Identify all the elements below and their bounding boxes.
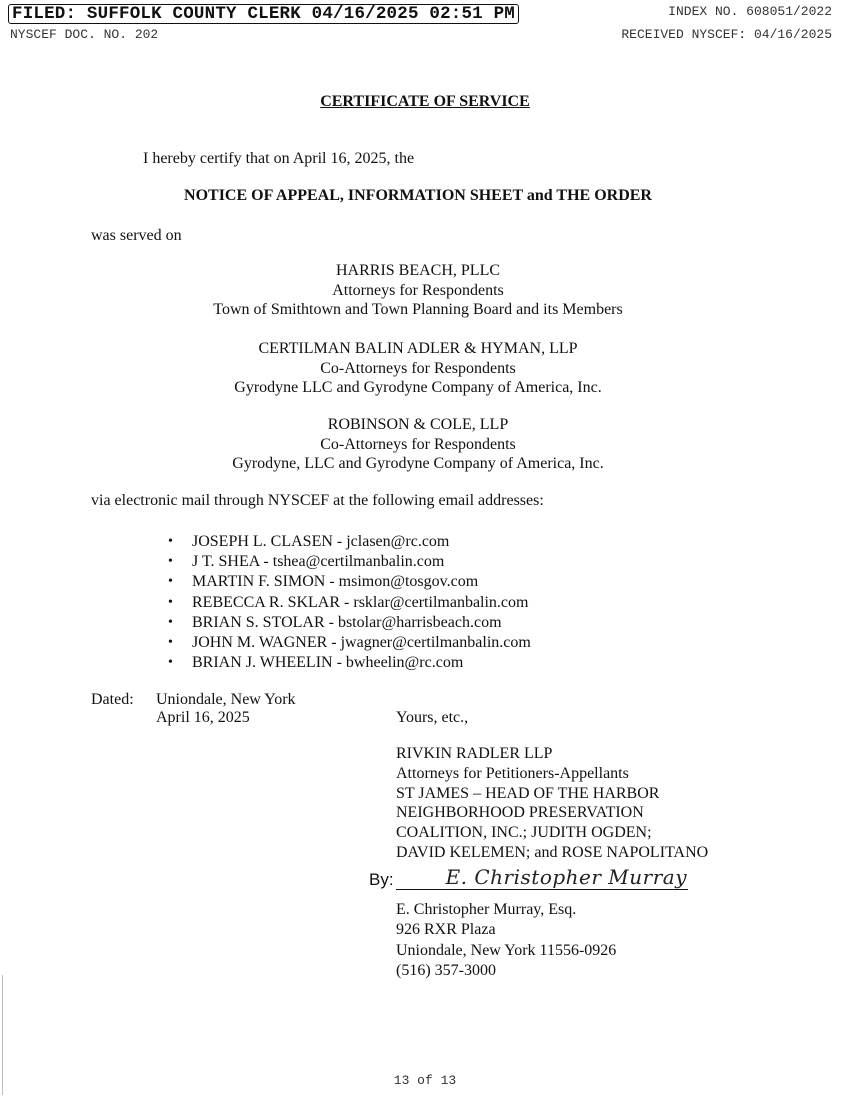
recipient-firm: CERTILMAN BALIN ADLER & HYMAN, LLP (258, 340, 578, 357)
recipient-block (0, 415, 836, 474)
list-item (168, 552, 531, 572)
email-entry: BRIAN S. STOLAR - bstolar@harrisbeach.com (192, 613, 502, 631)
received-date: RECEIVED NYSCEF: 04/16/2025 (621, 27, 832, 42)
served-documents: NOTICE OF APPEAL, INFORMATION SHEET and THE ORDER (184, 187, 652, 204)
recipient-firm: ROBINSON & COLE, LLP (327, 416, 509, 433)
certify-statement: I hereby certify that on April 16, 2025, the (143, 150, 415, 167)
served-on-text: was served on (91, 227, 182, 244)
filed-stamp: FILED: SUFFOLK COUNTY CLERK 04/16/2025 02:51 PM (8, 4, 519, 24)
list-item (168, 593, 531, 613)
email-entry: J T. SHEA - tshea@certilmanbalin.com (192, 553, 445, 571)
bullet-icon: • (168, 554, 173, 570)
page-number: 13 of 13 (393, 1073, 457, 1088)
bullet-icon: • (168, 594, 173, 610)
email-entry: JOHN M. WAGNER - jwagner@certilmanbalin.com (192, 634, 531, 652)
signature: E. Christopher Murray (445, 865, 687, 889)
recipient-block (0, 261, 836, 320)
bullet-icon: • (168, 614, 173, 630)
email-list (168, 532, 531, 673)
recipient-role: Co-Attorneys for Respondents (320, 435, 516, 453)
nyscef-doc-number: NYSCEF DOC. NO. 202 (10, 27, 159, 42)
signer-firm-name: RIVKIN RADLER LLP (396, 745, 553, 762)
by-label: By: (369, 870, 394, 889)
signer-firm-block (396, 744, 708, 863)
bullet-icon: • (168, 655, 173, 671)
list-item (168, 532, 531, 552)
bullet-icon: • (168, 635, 173, 651)
list-item (168, 613, 531, 633)
signer-city: Uniondale, New York 11556-0926 (396, 941, 617, 959)
recipient-firm: HARRIS BEACH, PLLC (335, 262, 501, 279)
list-item (168, 633, 531, 653)
signature-line (369, 867, 688, 890)
bullet-icon: • (168, 574, 173, 590)
bullet-icon: • (168, 534, 173, 549)
recipient-role: Attorneys for Respondents (332, 281, 504, 299)
signer-role: Attorneys for Petitioners-Appellants (396, 764, 629, 782)
dated-date: April 16, 2025 (156, 709, 250, 726)
signer-client-line: NEIGHBORHOOD PRESERVATION (396, 804, 644, 822)
contact-block (396, 900, 616, 981)
service-method: via electronic mail through NYSCEF at the following email addresses: (91, 492, 544, 509)
signer-phone: (516) 357-3000 (396, 961, 496, 979)
signature-underline (396, 867, 688, 890)
list-item (168, 572, 531, 592)
signer-name: E. Christopher Murray, Esq. (396, 901, 577, 918)
list-item (168, 653, 531, 673)
recipient-clients: Town of Smithtown and Town Planning Board and its Members (213, 301, 623, 318)
email-entry: BRIAN J. WHEELIN - bwheelin@rc.com (192, 654, 464, 672)
dated-place: Uniondale, New York (156, 691, 296, 708)
scan-edge-line (2, 975, 3, 1095)
recipient-role: Co-Attorneys for Respondents (320, 359, 516, 377)
email-entry: JOSEPH L. CLASEN - jclasen@rc.com (192, 533, 450, 550)
signer-client-line: DAVID KELEMEN; and ROSE NAPOLITANO (396, 843, 709, 861)
recipient-clients: Gyrodyne, LLC and Gyrodyne Company of America, Inc. (232, 455, 604, 472)
email-entry: MARTIN F. SIMON - msimon@tosgov.com (192, 573, 479, 591)
closing: Yours, etc., (396, 709, 469, 726)
dated-label: Dated: (91, 691, 134, 708)
signer-client-line: COALITION, INC.; JUDITH OGDEN; (396, 824, 652, 842)
page-title: CERTIFICATE OF SERVICE (320, 93, 530, 110)
recipient-block (0, 339, 836, 398)
signer-client-line: ST JAMES – HEAD OF THE HARBOR (396, 784, 660, 802)
email-entry: REBECCA R. SKLAR - rsklar@certilmanbalin.com (192, 593, 529, 611)
signer-address: 926 RXR Plaza (396, 921, 496, 939)
index-number: INDEX NO. 608051/2022 (668, 4, 832, 19)
recipient-clients: Gyrodyne LLC and Gyrodyne Company of America, Inc. (234, 379, 602, 396)
